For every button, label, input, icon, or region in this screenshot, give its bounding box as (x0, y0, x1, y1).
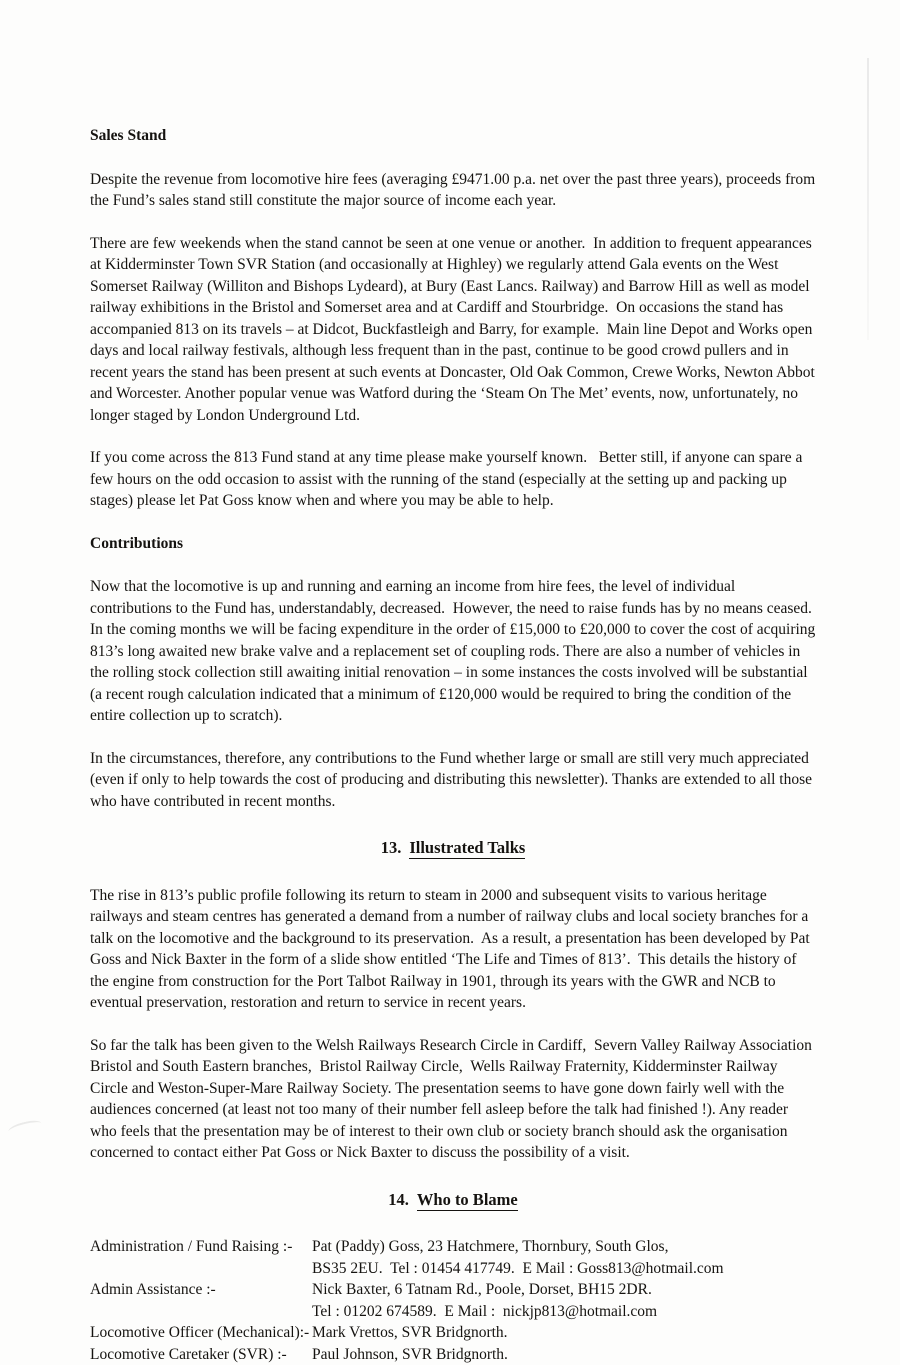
section-heading-contributions: Contributions (90, 533, 816, 555)
contact-role-label: Admin Assistance :- (90, 1279, 312, 1301)
section-number: 13. (381, 838, 402, 857)
paragraph-illustrated-talks-2: So far the talk has been given to the Welsh Railways Research Circle in Cardiff, Severn Valley Railway Association Bristol and South Eastern branches, Bristol Railway Circle, Wells Railway Fraternity, Kidderminster Railway Circle and Weston-Super-Mare Railway Society. The presentation seems to have gone down fairly well with the audiences concerned (at least not too many of their number fell asleep before the talk had finished !). Any reader who feels that the presentation may be of interest to their own club or society branch should ask the organisation concerned to contact either Pat Goss or Nick Baxter to discuss the possibility of a visit. (90, 1035, 816, 1164)
contact-detail: Tel : 01202 674589. E Mail : nickjp813@hotmail.com (312, 1301, 816, 1323)
paragraph-sales-stand-2: There are few weekends when the stand cannot be seen at one venue or another. In addition to frequent appearances at Kidderminster Town SVR Station (and occasionally at Highley) we regularly attend Gala events on the West Somerset Railway (Williton and Bishops Lydeard), at Bury (East Lancs. Railway) and Barrow Hill as well as model railway exhibitions in the Bristol and Somerset area and at Cardiff and Stourbridge. On occasions the stand has accompanied 813 on its travels – at Didcot, Buckfastleigh and Barry, for example. Main line Depot and Works open days and local railway festivals, although less frequent than in the past, continue to be good crowd pullers and in recent years the stand has been present at such events at Doncaster, Old Oak Common, Crewe Works, Newton Abbot and Worcester. Another popular venue was Watford during the ‘Steam On The Met’ events, now, unfortunately, no longer staged by London Underground Ltd. (90, 233, 816, 427)
paragraph-sales-stand-1: Despite the revenue from locomotive hire fees (averaging £9471.00 p.a. net over the past three years), proceeds from the Fund’s sales stand still constitute the major source of income each year. (90, 169, 816, 212)
contact-detail: Mark Vrettos, SVR Bridgnorth. (312, 1322, 816, 1344)
contact-row (90, 1322, 816, 1344)
contact-row (90, 1279, 816, 1301)
contact-row (90, 1301, 816, 1323)
contact-list (90, 1236, 816, 1365)
section-heading-sales-stand: Sales Stand (90, 125, 816, 147)
contact-row (90, 1344, 816, 1365)
contact-role-label (90, 1301, 312, 1323)
section-title: Who to Blame (417, 1190, 518, 1211)
paragraph-sales-stand-3: If you come across the 813 Fund stand at any time please make yourself known. Better still, if anyone can spare a few hours on the odd occasion to assist with the running of the stand (especially at the setting up and packing up stages) please let Pat Goss know when and where you may be able to help. (90, 447, 816, 512)
section-heading-illustrated-talks (90, 837, 816, 859)
paragraph-illustrated-talks-1: The rise in 813’s public profile following its return to steam in 2000 and subsequent visits to various heritage railways and steam centres has generated a demand from a number of railway clubs and local society branches for a talk on the locomotive and the background to its preservation. As a result, a presentation has been developed by Pat Goss and Nick Baxter in the form of a slide show entitled ‘The Life and Times of 813’. This details the history of the engine from construction for the Port Talbot Railway in 1901, through its years with the GWR and NCB to eventual preservation, restoration and return to service in recent years. (90, 885, 816, 1014)
section-heading-who-to-blame (90, 1189, 816, 1211)
contact-row (90, 1236, 816, 1258)
paragraph-contributions-1: Now that the locomotive is up and running and earning an income from hire fees, the level of individual contributions to the Fund has, understandably, decreased. However, the need to raise funds has by no means ceased. In the coming months we will be facing expenditure in the order of £15,000 to £20,000 to cover the cost of acquiring 813’s long awaited new brake valve and a replacement set of coupling rods. There are also a number of vehicles in the rolling stock collection still awaiting initial renovation – in some instances the costs involved will be substantial (a recent rough calculation indicated that a minimum of £120,000 would be required to bring the condition of the entire collection up to scratch). (90, 576, 816, 727)
contact-role-label: Administration / Fund Raising :- (90, 1236, 312, 1258)
section-number: 14. (388, 1190, 409, 1209)
contact-detail: Pat (Paddy) Goss, 23 Hatchmere, Thornbury, South Glos, (312, 1236, 816, 1258)
contact-role-label: Locomotive Officer (Mechanical):- (90, 1322, 312, 1344)
contact-role-label (90, 1258, 312, 1280)
document-content (90, 125, 816, 1365)
paragraph-contributions-2: In the circumstances, therefore, any contributions to the Fund whether large or small are still very much appreciated (even if only to help towards the cost of producing and distributing this newsletter). Thanks are extended to all those who have contributed in recent months. (90, 748, 816, 813)
contact-detail: Paul Johnson, SVR Bridgnorth. (312, 1344, 816, 1365)
contact-row (90, 1258, 816, 1280)
section-title: Illustrated Talks (409, 838, 525, 859)
scan-artifact-pencil-mark (7, 1118, 43, 1137)
contact-role-label: Locomotive Caretaker (SVR) :- (90, 1344, 312, 1365)
contact-detail: BS35 2EU. Tel : 01454 417749. E Mail : Goss813@hotmail.com (312, 1258, 816, 1280)
contact-detail: Nick Baxter, 6 Tatnam Rd., Poole, Dorset, BH15 2DR. (312, 1279, 816, 1301)
scan-artifact-vertical-line (867, 58, 869, 340)
